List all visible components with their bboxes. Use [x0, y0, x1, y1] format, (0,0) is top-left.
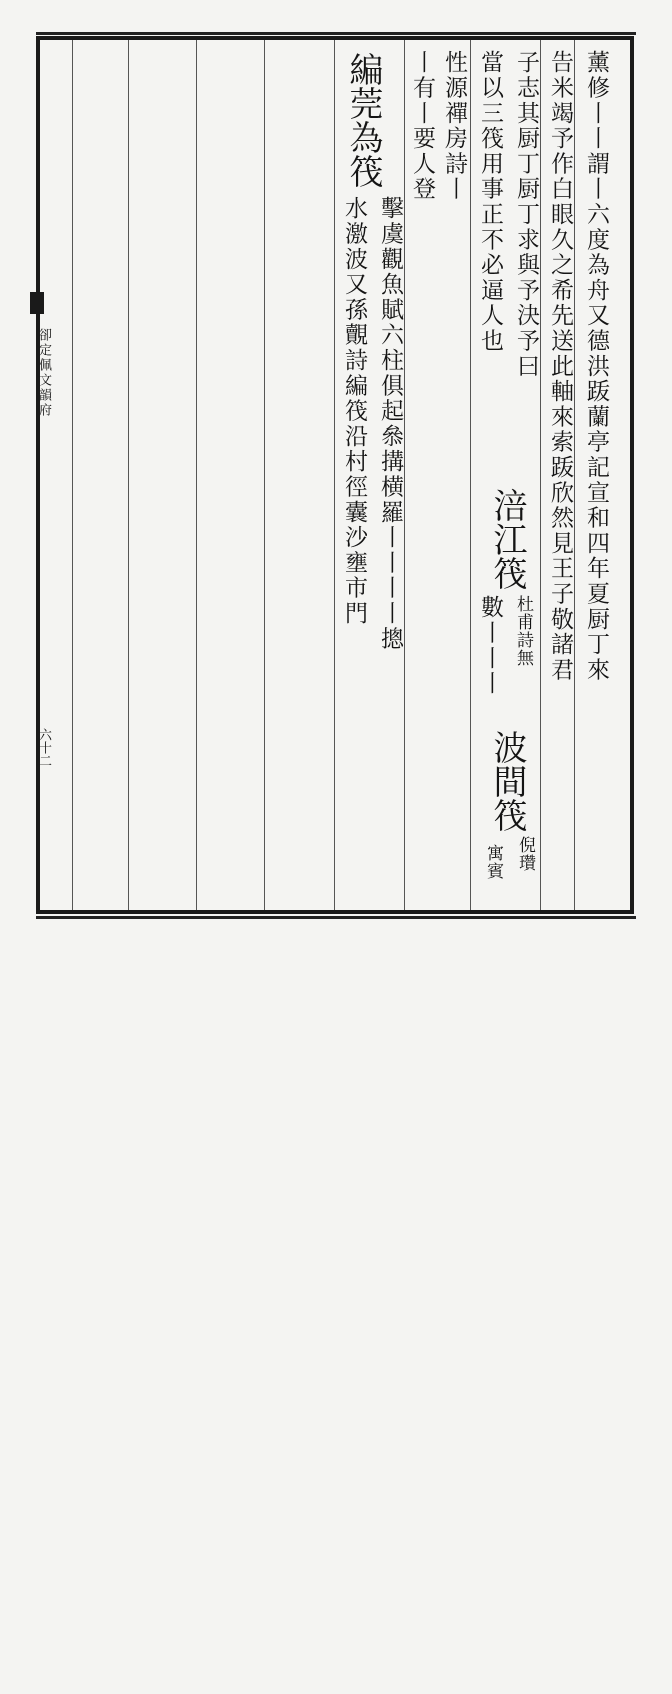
- text-column-6: 丨有丨要人登: [409, 50, 435, 202]
- entry-tail-bojian: 寓賓: [483, 844, 503, 880]
- page-frame: [36, 36, 634, 914]
- fold-mark: [30, 292, 44, 314]
- column-rule: [334, 40, 335, 910]
- top-rule: [36, 32, 636, 35]
- entry-head-bojian: 波間筏: [487, 730, 527, 832]
- column-rule: [540, 40, 541, 910]
- column-rule: [264, 40, 265, 910]
- entry-note-fujiang: 杜甫詩無: [513, 595, 533, 667]
- column-rule: [128, 40, 129, 910]
- text-column-1: 薰修丨丨謂丨六度為舟又德洪䟦蘭亭記宣和四年夏厨丁來: [583, 50, 609, 683]
- column-rule: [72, 40, 73, 910]
- text-column-2: 告米竭予作白眼久之希先送此軸來索䟦欣然見王子敬諸君: [547, 50, 573, 683]
- page-number: 六十二: [36, 728, 51, 767]
- entry-tail-fujiang: 數丨丨丨: [477, 595, 503, 697]
- bottom-rule: [36, 916, 636, 919]
- text-column-4: 當以三筏用事正不必逼人也: [477, 50, 503, 354]
- column-rule: [574, 40, 575, 910]
- entry-head-bianguan: 編莞為筏: [343, 52, 383, 188]
- text-column-8: 水激波又孫覿詩編筏沿村徑囊沙壅市門: [341, 196, 367, 627]
- text-column-5: 性源禪房詩丨: [441, 50, 467, 202]
- text-column-3: 子志其厨丁厨丁求與予決予曰: [513, 50, 539, 379]
- entry-note-bojian: 倪瓚: [515, 836, 535, 872]
- column-rule: [196, 40, 197, 910]
- column-rule: [470, 40, 471, 910]
- margin-title: 卻定佩文韻府: [36, 328, 51, 418]
- text-column-7: 擊虞觀魚賦六柱俱起叅搆横羅丨丨丨丨摠: [377, 196, 403, 652]
- entry-head-fujiang: 涪江筏: [487, 488, 527, 590]
- column-rule: [404, 40, 405, 910]
